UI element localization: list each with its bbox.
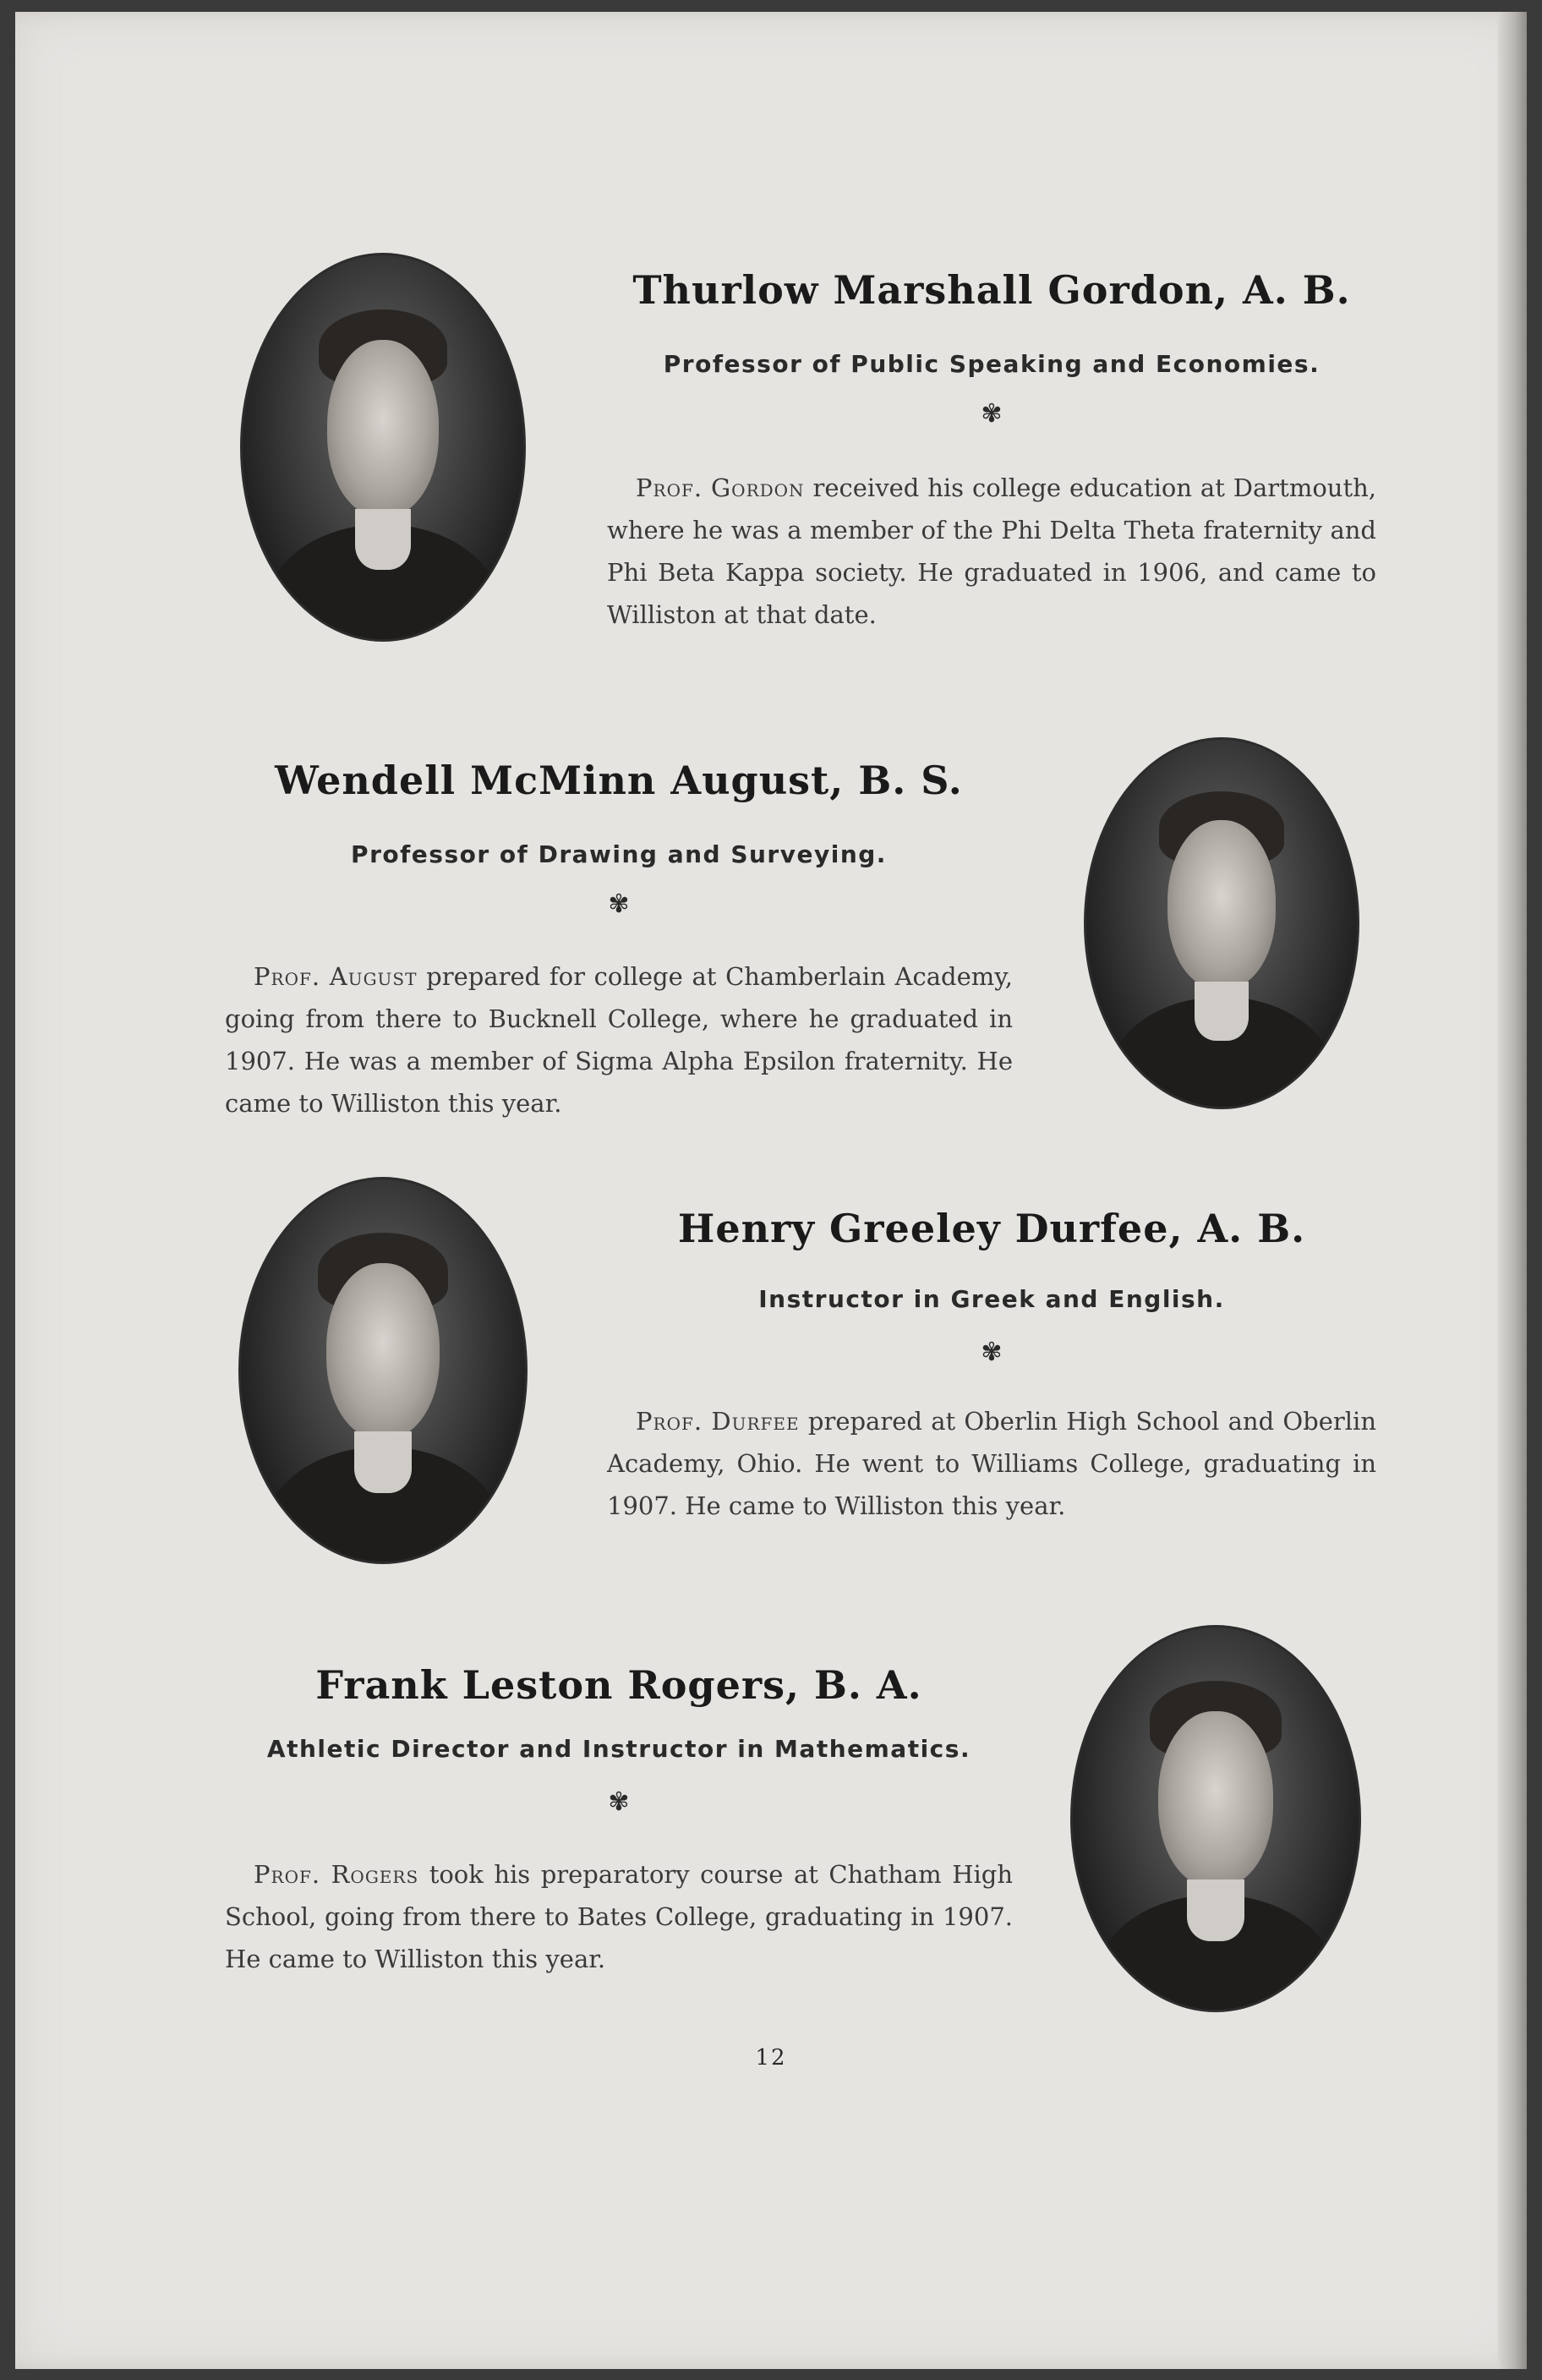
entry-name: Thurlow Marshall Gordon, A. B. [632,267,1351,313]
entry-bio [607,1400,1376,1527]
entry-bio [225,1853,1013,1980]
ornament-icon: ✾ [981,1338,1003,1367]
entry-title: Professor of Drawing and Surveying. [351,840,887,868]
entry-title: Instructor in Greek and English. [758,1285,1225,1313]
bio-text: received his college education at Dartmouth, where he was a member of the Phi Delta Theta fraternity and Phi Beta Kappa society. He graduated in 1906, and came to Williston at that date. [607,473,1377,629]
bio-prefix: Prof. [636,473,703,502]
entry-durfee [607,1195,1376,1551]
bio-surname: August [329,962,418,991]
yearbook-page [15,12,1527,2369]
bio-prefix: Prof. [636,1407,703,1436]
portrait-gordon [240,253,526,642]
bio-text: prepared for college at Chamberlain Academy, going from there to Bucknell College, where he graduated in 1907. He was a member of Sigma Alpha Epsilon fraternity. He came to Williston this year. [225,962,1014,1118]
portrait-august [1084,737,1359,1109]
entry-gordon [607,257,1376,646]
bio-text: took his preparatory course at Chatham High School, going from there to Bates College, graduating in 1907. He came to Williston this year. [225,1860,1013,1973]
entry-name: Henry Greeley Durfee, A. B. [677,1206,1306,1251]
ornament-icon: ✾ [608,1787,630,1817]
bio-text: prepared at Oberlin High School and Oberlin Academy, Ohio. He went to Williams College, graduating in 1907. He came to Williston this year. [607,1407,1377,1520]
page-number: 12 [755,2045,787,2071]
entry-title: Professor of Public Speaking and Economies. [663,350,1321,378]
entry-rogers [225,1652,1013,2007]
entry-bio [225,955,1013,1124]
bio-prefix: Prof. [254,962,321,991]
entry-bio [607,467,1376,636]
entry-august [225,747,1013,1119]
entry-name: Frank Leston Rogers, B. A. [315,1662,922,1708]
ornament-icon: ✾ [981,399,1003,429]
portrait-durfee [238,1177,528,1564]
bio-surname: Rogers [331,1860,419,1889]
entry-name: Wendell McMinn August, B. S. [275,758,963,803]
ornament-icon: ✾ [608,889,630,919]
bio-surname: Durfee [711,1407,800,1436]
portrait-rogers [1070,1625,1361,2012]
bio-surname: Gordon [711,473,805,502]
entry-title: Athletic Director and Instructor in Mathematics. [266,1735,971,1763]
bio-prefix: Prof. [254,1860,321,1889]
book-spine-shadow [1498,12,1527,2369]
